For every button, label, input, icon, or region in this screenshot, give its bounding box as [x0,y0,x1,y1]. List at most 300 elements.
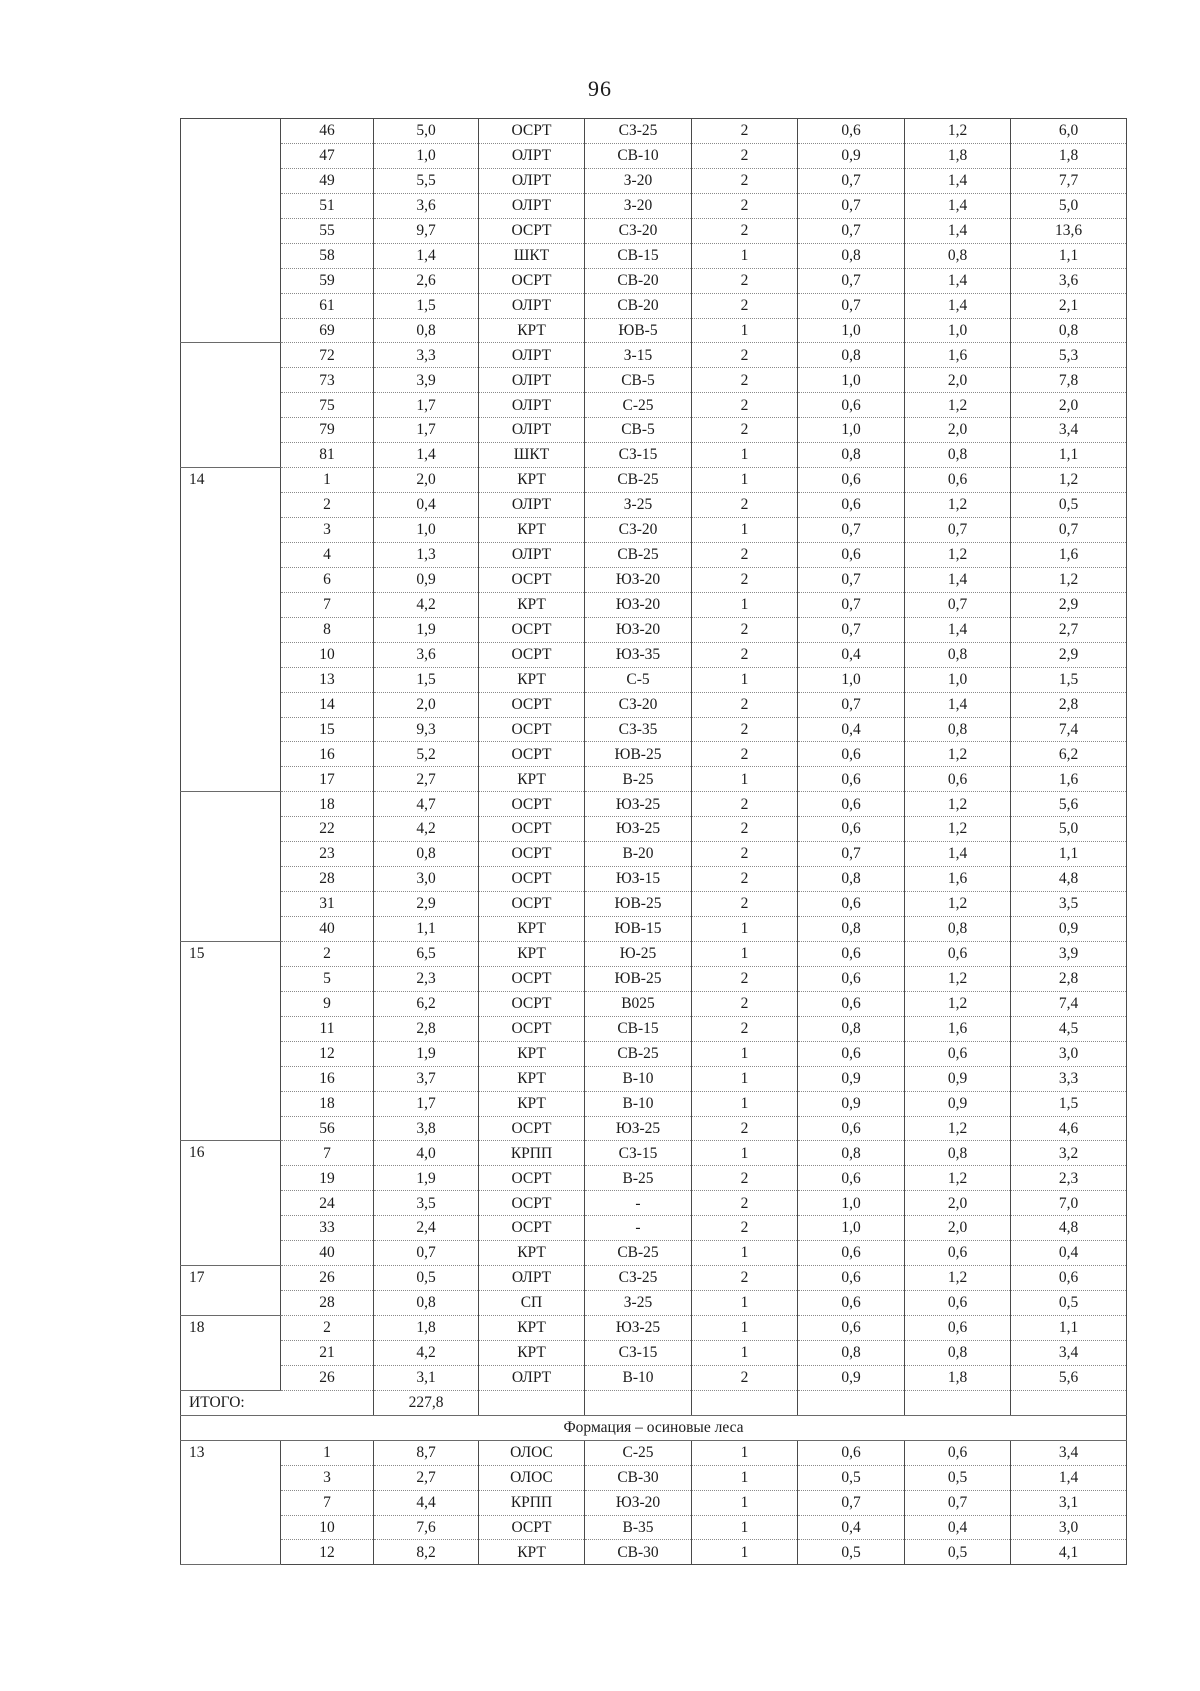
exposure-slope-cell: ЮЗ-20 [585,592,692,617]
table-row [181,1340,1127,1365]
section-cell: 21 [281,1340,374,1365]
value-a-cell: 0,8 [798,917,905,942]
table-row [181,1141,1127,1166]
table-row [181,368,1127,393]
value-b-cell: 0,5 [905,1465,1011,1490]
value-a-cell: 0,8 [798,443,905,468]
value-a-cell: 0,6 [798,1266,905,1291]
category-cell: КРТ [479,917,585,942]
section-cell: 69 [281,318,374,343]
area-cell: 2,7 [374,1465,479,1490]
value-b-cell: 0,9 [905,1066,1011,1091]
value-a-cell: 0,6 [798,767,905,792]
exposure-slope-cell: ЮВ-25 [585,892,692,917]
empty-cell [905,1390,1011,1415]
area-cell: 0,9 [374,567,479,592]
section-cell: 26 [281,1365,374,1390]
section-cell: 1 [281,1440,374,1465]
coefficient-cell: 2 [692,268,798,293]
coefficient-cell: 1 [692,1440,798,1465]
exposure-slope-cell: СВ-5 [585,418,692,443]
area-cell: 2,0 [374,468,479,493]
table-row [181,792,1127,817]
area-cell: 8,7 [374,1440,479,1465]
value-c-cell: 0,5 [1011,1291,1127,1316]
value-c-cell: 3,6 [1011,268,1127,293]
table-row [181,1515,1127,1540]
coefficient-cell: 2 [692,567,798,592]
section-cell: 2 [281,941,374,966]
table-row [181,617,1127,642]
section-cell: 24 [281,1191,374,1216]
area-cell: 4,7 [374,792,479,817]
value-b-cell: 1,6 [905,867,1011,892]
value-c-cell: 7,8 [1011,368,1127,393]
area-cell: 1,7 [374,1091,479,1116]
category-cell: ОСРТ [479,1216,585,1241]
value-b-cell: 1,2 [905,1166,1011,1191]
section-cell: 51 [281,193,374,218]
value-c-cell: 0,4 [1011,1241,1127,1266]
category-cell: ОСРТ [479,991,585,1016]
coefficient-cell: 2 [692,792,798,817]
value-a-cell: 0,6 [798,892,905,917]
value-b-cell: 1,2 [905,892,1011,917]
table-row [181,1091,1127,1116]
exposure-slope-cell: ЮЗ-20 [585,1490,692,1515]
value-c-cell: 1,2 [1011,468,1127,493]
coefficient-cell: 2 [692,867,798,892]
table-row [181,867,1127,892]
value-b-cell: 0,6 [905,1291,1011,1316]
exposure-slope-cell: З-15 [585,343,692,368]
section-cell: 17 [281,767,374,792]
coefficient-cell: 2 [692,991,798,1016]
area-cell: 5,2 [374,742,479,767]
table-row [181,243,1127,268]
category-cell: ШКТ [479,443,585,468]
coefficient-cell: 2 [692,617,798,642]
value-a-cell: 0,8 [798,867,905,892]
category-cell: ОСРТ [479,717,585,742]
exposure-slope-cell: В025 [585,991,692,1016]
value-c-cell: 4,8 [1011,1216,1127,1241]
value-b-cell: 1,2 [905,119,1011,144]
empty-cell [585,1390,692,1415]
value-a-cell: 0,6 [798,966,905,991]
value-b-cell: 1,2 [905,817,1011,842]
value-b-cell: 0,8 [905,1340,1011,1365]
table-row [181,143,1127,168]
area-cell: 0,8 [374,1291,479,1316]
exposure-slope-cell: СВ-30 [585,1540,692,1565]
value-b-cell: 0,6 [905,941,1011,966]
area-cell: 3,0 [374,867,479,892]
value-b-cell: 1,2 [905,991,1011,1016]
value-b-cell: 1,8 [905,143,1011,168]
table-row [181,193,1127,218]
value-b-cell: 1,4 [905,617,1011,642]
table-row [181,1490,1127,1515]
value-b-cell: 2,0 [905,1216,1011,1241]
section-cell: 12 [281,1041,374,1066]
category-cell: КРТ [479,941,585,966]
section-cell: 40 [281,917,374,942]
area-cell: 3,5 [374,1191,479,1216]
value-b-cell: 1,4 [905,842,1011,867]
table-row [181,119,1127,144]
table-row [181,966,1127,991]
exposure-slope-cell: ЮВ-25 [585,966,692,991]
exposure-slope-cell: СВ-25 [585,1241,692,1266]
value-b-cell: 0,6 [905,1316,1011,1341]
coefficient-cell: 1 [692,1041,798,1066]
area-cell: 1,3 [374,542,479,567]
coefficient-cell: 1 [692,667,798,692]
table-row [181,1166,1127,1191]
value-a-cell: 0,8 [798,243,905,268]
category-cell: КРПП [479,1141,585,1166]
quarter-cell: 14 [181,468,281,792]
value-b-cell: 0,8 [905,243,1011,268]
value-c-cell: 1,5 [1011,667,1127,692]
value-b-cell: 0,6 [905,767,1011,792]
value-b-cell: 1,4 [905,193,1011,218]
section-cell: 59 [281,268,374,293]
area-cell: 6,5 [374,941,479,966]
exposure-slope-cell: - [585,1216,692,1241]
value-c-cell: 7,0 [1011,1191,1127,1216]
area-cell: 5,5 [374,168,479,193]
category-cell: КРТ [479,767,585,792]
section-cell: 26 [281,1266,374,1291]
table-row [181,642,1127,667]
coefficient-cell: 2 [692,817,798,842]
section-cell: 15 [281,717,374,742]
coefficient-cell: 2 [692,393,798,418]
exposure-slope-cell: СЗ-35 [585,717,692,742]
value-c-cell: 3,4 [1011,1440,1127,1465]
table-row [181,692,1127,717]
table-row [181,1440,1127,1465]
value-b-cell: 0,6 [905,1041,1011,1066]
area-cell: 0,8 [374,318,479,343]
category-cell: ОСРТ [479,642,585,667]
exposure-slope-cell: В-10 [585,1365,692,1390]
table-row [181,443,1127,468]
value-a-cell: 0,6 [798,1291,905,1316]
value-a-cell: 0,6 [798,542,905,567]
value-a-cell: 0,7 [798,218,905,243]
area-cell: 2,6 [374,268,479,293]
empty-cell [692,1390,798,1415]
value-c-cell: 4,5 [1011,1016,1127,1041]
coefficient-cell: 2 [692,343,798,368]
coefficient-cell: 1 [692,767,798,792]
table-row [181,767,1127,792]
section-cell: 10 [281,1515,374,1540]
category-cell: ОЛРТ [479,418,585,443]
category-cell: ОЛРТ [479,293,585,318]
value-b-cell: 0,8 [905,443,1011,468]
category-cell: ОЛРТ [479,168,585,193]
exposure-slope-cell: С-25 [585,393,692,418]
exposure-slope-cell: СВ-25 [585,1041,692,1066]
empty-cell [798,1390,905,1415]
coefficient-cell: 2 [692,1016,798,1041]
table-row [181,667,1127,692]
exposure-slope-cell: ЮЗ-25 [585,1316,692,1341]
coefficient-cell: 2 [692,1191,798,1216]
table-row [181,567,1127,592]
area-cell: 2,4 [374,1216,479,1241]
value-c-cell: 2,1 [1011,293,1127,318]
value-b-cell: 0,8 [905,642,1011,667]
category-cell: ОСРТ [479,119,585,144]
section-cell: 19 [281,1166,374,1191]
value-c-cell: 2,9 [1011,592,1127,617]
section-cell: 22 [281,817,374,842]
table-row [181,1316,1127,1341]
value-c-cell: 5,6 [1011,1365,1127,1390]
value-b-cell: 1,4 [905,168,1011,193]
exposure-slope-cell: ЮВ-5 [585,318,692,343]
area-cell: 2,9 [374,892,479,917]
section-cell: 7 [281,1141,374,1166]
value-b-cell: 0,7 [905,518,1011,543]
exposure-slope-cell: СЗ-20 [585,518,692,543]
section-cell: 7 [281,1490,374,1515]
section-cell: 12 [281,1540,374,1565]
table-row [181,1041,1127,1066]
quarter-cell: 16 [181,1141,281,1266]
section-cell: 18 [281,1091,374,1116]
quarter-cell: 15 [181,941,281,1141]
value-a-cell: 0,6 [798,1440,905,1465]
value-c-cell: 1,2 [1011,567,1127,592]
exposure-slope-cell: В-25 [585,767,692,792]
exposure-slope-cell: В-25 [585,1166,692,1191]
value-b-cell: 0,6 [905,1241,1011,1266]
coefficient-cell: 2 [692,1266,798,1291]
area-cell: 1,4 [374,243,479,268]
area-cell: 1,1 [374,917,479,942]
value-b-cell: 1,0 [905,667,1011,692]
coefficient-cell: 2 [692,418,798,443]
category-cell: СП [479,1291,585,1316]
area-cell: 5,0 [374,119,479,144]
value-b-cell: 1,2 [905,1266,1011,1291]
value-c-cell: 5,3 [1011,343,1127,368]
exposure-slope-cell: З-25 [585,1291,692,1316]
value-c-cell: 7,7 [1011,168,1127,193]
table-row [181,1066,1127,1091]
value-a-cell: 0,8 [798,1016,905,1041]
coefficient-cell: 2 [692,1166,798,1191]
category-cell: КРТ [479,318,585,343]
exposure-slope-cell: В-20 [585,842,692,867]
coefficient-cell: 1 [692,917,798,942]
section-cell: 13 [281,667,374,692]
section-cell: 23 [281,842,374,867]
area-cell: 0,7 [374,1241,479,1266]
value-a-cell: 1,0 [798,667,905,692]
value-a-cell: 0,9 [798,1365,905,1390]
value-c-cell: 5,6 [1011,792,1127,817]
coefficient-cell: 1 [692,1291,798,1316]
coefficient-cell: 2 [692,119,798,144]
table-row [181,1291,1127,1316]
coefficient-cell: 2 [692,1216,798,1241]
value-c-cell: 4,6 [1011,1116,1127,1141]
section-cell: 4 [281,542,374,567]
section-cell: 16 [281,742,374,767]
value-c-cell: 7,4 [1011,717,1127,742]
category-cell: ОСРТ [479,867,585,892]
area-cell: 1,9 [374,1166,479,1191]
value-c-cell: 3,5 [1011,892,1127,917]
area-cell: 9,7 [374,218,479,243]
value-a-cell: 0,6 [798,119,905,144]
value-a-cell: 0,7 [798,617,905,642]
value-a-cell: 0,7 [798,692,905,717]
value-a-cell: 0,7 [798,567,905,592]
area-cell: 9,3 [374,717,479,742]
value-a-cell: 0,6 [798,991,905,1016]
value-c-cell: 1,6 [1011,767,1127,792]
coefficient-cell: 2 [692,218,798,243]
category-cell: ОСРТ [479,1515,585,1540]
exposure-slope-cell: СВ-10 [585,143,692,168]
table-row [181,1016,1127,1041]
exposure-slope-cell: СВ-15 [585,243,692,268]
category-cell: ОСРТ [479,1116,585,1141]
table-row [181,1540,1127,1565]
value-b-cell: 1,2 [905,393,1011,418]
area-cell: 6,2 [374,991,479,1016]
coefficient-cell: 1 [692,592,798,617]
quarter-cell [181,792,281,942]
value-b-cell: 1,2 [905,1116,1011,1141]
area-cell: 3,3 [374,343,479,368]
category-cell: ОСРТ [479,1016,585,1041]
section-cell: 75 [281,393,374,418]
value-a-cell: 0,7 [798,842,905,867]
formation-heading: Формация – осиновые леса [181,1415,1127,1440]
table-row [181,991,1127,1016]
value-a-cell: 0,7 [798,1490,905,1515]
value-b-cell: 1,2 [905,966,1011,991]
value-b-cell: 1,4 [905,692,1011,717]
value-c-cell: 3,3 [1011,1066,1127,1091]
table-row [181,892,1127,917]
area-cell: 3,8 [374,1116,479,1141]
section-cell: 11 [281,1016,374,1041]
area-cell: 4,2 [374,817,479,842]
exposure-slope-cell: СВ-25 [585,542,692,567]
section-cell: 58 [281,243,374,268]
coefficient-cell: 1 [692,1141,798,1166]
value-c-cell: 4,1 [1011,1540,1127,1565]
area-cell: 3,1 [374,1365,479,1390]
exposure-slope-cell: - [585,1191,692,1216]
category-cell: ОСРТ [479,567,585,592]
value-b-cell: 0,8 [905,1141,1011,1166]
value-c-cell: 3,4 [1011,1340,1127,1365]
coefficient-cell: 2 [692,168,798,193]
value-b-cell: 1,2 [905,493,1011,518]
value-b-cell: 1,2 [905,742,1011,767]
exposure-slope-cell: ЮЗ-35 [585,642,692,667]
total-row [181,1390,1127,1415]
section-cell: 2 [281,1316,374,1341]
exposure-slope-cell: СВ-25 [585,468,692,493]
value-b-cell: 0,7 [905,592,1011,617]
table-row [181,1266,1127,1291]
section-cell: 28 [281,1291,374,1316]
area-cell: 7,6 [374,1515,479,1540]
section-cell: 18 [281,792,374,817]
category-cell: ОЛОС [479,1440,585,1465]
value-c-cell: 3,4 [1011,418,1127,443]
value-a-cell: 1,0 [798,418,905,443]
area-cell: 1,9 [374,617,479,642]
value-a-cell: 0,6 [798,493,905,518]
value-a-cell: 1,0 [798,368,905,393]
value-b-cell: 1,6 [905,1016,1011,1041]
table-row [181,742,1127,767]
table-row [181,1241,1127,1266]
value-a-cell: 0,6 [798,1316,905,1341]
value-a-cell: 0,8 [798,343,905,368]
coefficient-cell: 1 [692,1066,798,1091]
exposure-slope-cell: ЮЗ-25 [585,1116,692,1141]
category-cell: ОСРТ [479,268,585,293]
exposure-slope-cell: ЮЗ-20 [585,567,692,592]
coefficient-cell: 1 [692,941,798,966]
area-cell: 4,4 [374,1490,479,1515]
area-cell: 3,9 [374,368,479,393]
exposure-slope-cell: З-20 [585,193,692,218]
category-cell: ОЛРТ [479,1365,585,1390]
category-cell: КРТ [479,667,585,692]
value-c-cell: 2,0 [1011,393,1127,418]
table-row [181,343,1127,368]
exposure-slope-cell: С-5 [585,667,692,692]
value-c-cell: 1,8 [1011,143,1127,168]
category-cell: ШКТ [479,243,585,268]
category-cell: ОЛОС [479,1465,585,1490]
exposure-slope-cell: ЮВ-25 [585,742,692,767]
value-c-cell: 5,0 [1011,193,1127,218]
exposure-slope-cell: ЮЗ-25 [585,792,692,817]
area-cell: 4,2 [374,592,479,617]
value-c-cell: 3,0 [1011,1515,1127,1540]
exposure-slope-cell: С-25 [585,1440,692,1465]
category-cell: ОСРТ [479,692,585,717]
exposure-slope-cell: СВ-15 [585,1016,692,1041]
section-cell: 55 [281,218,374,243]
value-b-cell: 0,5 [905,1540,1011,1565]
coefficient-cell: 1 [692,518,798,543]
category-cell: ОСРТ [479,792,585,817]
forest-allotment-table [180,118,1127,1565]
category-cell: ОСРТ [479,218,585,243]
value-c-cell: 13,6 [1011,218,1127,243]
exposure-slope-cell: СЗ-25 [585,1266,692,1291]
table-row [181,1465,1127,1490]
exposure-slope-cell: СЗ-15 [585,1141,692,1166]
